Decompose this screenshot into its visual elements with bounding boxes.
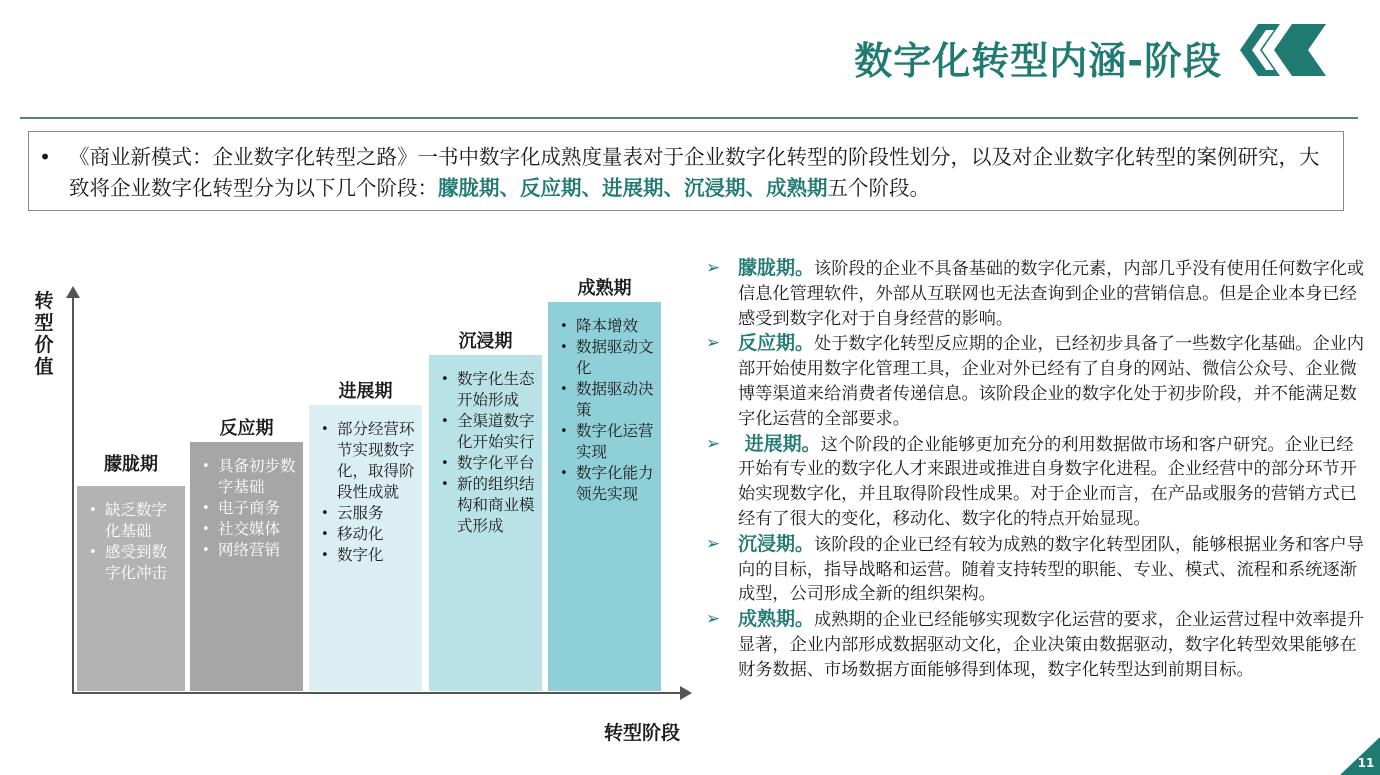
description-item (706, 331, 1366, 431)
arrow-bullet-icon: ➢ (706, 433, 721, 454)
description-text: 这个阶段的企业能够更加充分的利用数据做市场和客户研究。企业已经开始有专业的数字化人才来跟进或推进自身数字化进程。企业经营中的部分环节开始实现数字化，并且取得阶段性成果。对于企业而言，在产品或服务的营销方式已经有了很大的变化，移动化、数字化的特点开始显现。 (738, 434, 1357, 529)
stage-bullet-item: • 移动化 (337, 524, 416, 545)
description-text: 成熟期的企业已经能够实现数字化运营的要求，企业运营过程中效率提升显著，企业内部形成数据驱动文化，企业决策由数据驱动，数字化转型效果能够在财务数据、市场数据方面能够得到体现，数字化转型达到前期目标。 (738, 610, 1365, 680)
intro-text: 《商业新模式：企业数字化转型之路》一书中数字化成熟度量表对于企业数字化转型的阶段性划分，以及对企业数字化转型的案例研究，大致将企业数字化转型分为以下几个阶段： (69, 145, 1320, 200)
double-chevron-logo-icon (1240, 24, 1328, 76)
description-head: 成熟期。 (738, 608, 815, 631)
stage-bullet-item: • 新的组织结构和商业模式形成 (457, 474, 536, 537)
stage-name: 反应期 (219, 418, 274, 439)
description-item (706, 256, 1366, 331)
stage-bullet-item: • 数字化能力领先实现 (576, 463, 655, 505)
stage-bullet-item: • 数字化生态开始形成 (457, 369, 536, 411)
stage-bar (309, 405, 422, 691)
y-axis-label: 转型价值 (34, 290, 54, 378)
arrow-bullet-icon: ➢ (706, 609, 721, 630)
stage-bullet-item: • 部分经营环节实现数字化，取得阶段性成就 (337, 419, 416, 503)
arrow-bullet-icon: ➢ (706, 333, 721, 354)
x-axis (72, 692, 682, 694)
intro-text-end: 五个阶段。 (827, 176, 930, 200)
page-title: 数字化转型内涵-阶段 (854, 39, 1222, 83)
description-head: 朦胧期。 (738, 257, 815, 279)
stage-bullet-item: • 具备初步数字基础 (218, 456, 297, 498)
intro-bullet: • (39, 145, 52, 169)
page-number: 11 (1357, 756, 1375, 770)
page-number-badge (1340, 737, 1380, 775)
stage-bullet-item: • 感受到数字化冲击 (105, 542, 179, 584)
x-axis-arrow-icon (680, 686, 692, 700)
intro-highlight: 朦胧期、反应期、进展期、沉浸期、成熟期 (438, 176, 828, 200)
description-head: 进展期。 (738, 432, 821, 455)
stage-bullet-item: • 数据驱动文化 (576, 337, 655, 379)
description-head: 反应期。 (738, 332, 815, 355)
description-text: 该阶段的企业已经有较为成熟的数字化转型团队，能够根据业务和客户导向的目标，指导战略和运营。随着支持转型的职能、专业、模式、流程和系统逐渐成型，公司形成全新的组织架构。 (738, 534, 1365, 605)
stage-bullet-item: • 数字化 (337, 545, 416, 566)
stage-bullet-item: • 电子商务 (218, 498, 297, 519)
description-text: 处于数字化转型反应期的企业，已经初步具备了一些数字化基础。企业内部开始使用数字化管理工具，企业对外已经有了自身的网站、微信公众号、企业微博等渠道来给消费者传递信息。该阶段企业的数字化处于初步阶段，并不能满足数字化运营的全部要求。 (738, 334, 1365, 429)
stage-bar (548, 302, 661, 691)
stage-bullet-item: • 缺乏数字化基础 (105, 500, 179, 542)
stage-bullet-item: • 数字化平台 (457, 453, 536, 474)
stage-bullet-item: • 降本增效 (576, 316, 655, 337)
description-text: 该阶段的企业不具备基础的数字化元素，内部几乎没有使用任何数字化或信息化管理软件，外部从互联网也无法查询到企业的营销信息。但是企业本身已经感受到数字化对于自身经营的影响。 (738, 259, 1365, 329)
x-axis-label: 转型阶段 (604, 722, 681, 744)
description-item (706, 607, 1366, 682)
header-divider (20, 117, 1358, 119)
arrow-bullet-icon: ➢ (706, 533, 721, 554)
intro-box (28, 131, 1344, 211)
stage-bullet-item: • 云服务 (337, 503, 416, 524)
arrow-bullet-icon: ➢ (706, 258, 721, 278)
stage-bar (190, 442, 303, 691)
description-item (706, 532, 1366, 607)
stage-name: 沉浸期 (458, 331, 513, 352)
stage-descriptions (706, 256, 1366, 683)
y-axis (72, 294, 74, 694)
stage-name: 朦胧期 (104, 454, 158, 475)
stage-name: 进展期 (338, 381, 393, 402)
stage-bullet-item: • 数字化运营实现 (576, 421, 655, 463)
stage-bullet-item: • 网络营销 (218, 540, 297, 561)
stage-bar (429, 355, 542, 691)
stage-bullet-item: • 全渠道数字化开始实行 (457, 411, 536, 453)
description-head: 沉浸期。 (738, 532, 815, 555)
description-item (706, 432, 1366, 532)
stage-bar (77, 486, 185, 691)
stage-bullet-item: • 数据驱动决策 (576, 379, 655, 421)
stage-bullet-item: • 社交媒体 (218, 519, 297, 540)
stage-name: 成熟期 (577, 278, 632, 299)
